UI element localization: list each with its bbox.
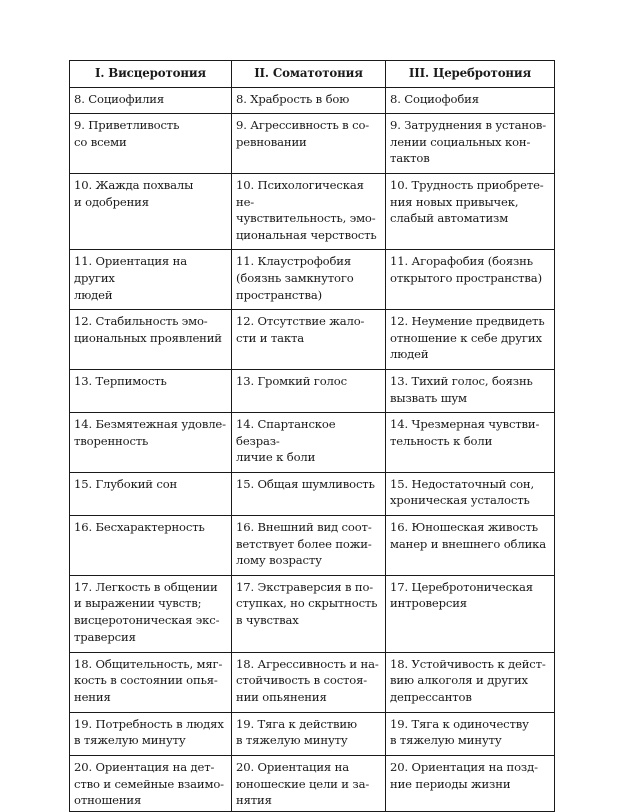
table-row (70, 652, 555, 712)
table-row (70, 114, 555, 174)
cerebrotonia-cell: 12. Неумение предвидеть отношение к себе других людей (386, 310, 555, 370)
somatotonia-cell: 20. Ориентация на юношеские цели и за- нятия (232, 756, 386, 812)
table-body (70, 87, 555, 811)
cerebrotonia-cell: 17. Церебротоническая интроверсия (386, 575, 555, 652)
table-row (70, 310, 555, 370)
table-row (70, 472, 555, 515)
somatotonia-cell: 11. Клаустрофобия (боязнь замкнутого пространства) (232, 250, 386, 310)
somatotonia-cell: 15. Общая шумливость (232, 472, 386, 515)
somatotonia-cell: 9. Агрессивность в со- ревновании (232, 114, 386, 174)
viscerotonia-cell: 16. Бесхарактерность (70, 516, 232, 576)
header-viscerotonia: I. Висцеротония (70, 61, 232, 88)
header-somatotonia: II. Соматотония (232, 61, 386, 88)
viscerotonia-cell: 19. Потребность в людях в тяжелую минуту (70, 712, 232, 755)
cerebrotonia-cell: 10. Трудность приобрете- ния новых привычек, слабый автоматизм (386, 173, 555, 249)
cerebrotonia-cell: 18. Устойчивость к дейст- вию алкоголя и других депрессантов (386, 652, 555, 712)
somatotonia-cell: 14. Спартанское безраз- личие к боли (232, 413, 386, 473)
cerebrotonia-cell: 13. Тихий голос, боязнь вызвать шум (386, 369, 555, 412)
table-row (70, 250, 555, 310)
viscerotonia-cell: 12. Стабильность эмо- циональных проявлений (70, 310, 232, 370)
viscerotonia-cell: 11. Ориентация на других людей (70, 250, 232, 310)
somatotonia-cell: 12. Отсутствие жало- сти и такта (232, 310, 386, 370)
table-row (70, 87, 555, 114)
header-cerebrotonia: III. Церебротония (386, 61, 555, 88)
table-row (70, 712, 555, 755)
cerebrotonia-cell: 14. Чрезмерная чувстви- тельность к боли (386, 413, 555, 473)
table-row (70, 369, 555, 412)
table-row (70, 756, 555, 812)
table-row (70, 575, 555, 652)
viscerotonia-cell: 15. Глубокий сон (70, 472, 232, 515)
cerebrotonia-cell: 11. Агорафобия (боязнь открытого пространства) (386, 250, 555, 310)
somatotonia-cell: 19. Тяга к действию в тяжелую минуту (232, 712, 386, 755)
table-row (70, 413, 555, 473)
cerebrotonia-cell: 9. Затруднения в установ- лении социальных кон- тактов (386, 114, 555, 174)
somatotonia-cell: 17. Экстраверсия в по- ступках, но скрытность в чувствах (232, 575, 386, 652)
viscerotonia-cell: 17. Легкость в общении и выражении чувств; висцеротоническая экс- траверсия (70, 575, 232, 652)
somatotonia-cell: 16. Внешний вид соот- ветствует более пожи- лому возрасту (232, 516, 386, 576)
cerebrotonia-cell: 20. Ориентация на позд- ние периоды жизни (386, 756, 555, 812)
cerebrotonia-cell: 8. Социофобия (386, 87, 555, 114)
header-row (70, 61, 555, 88)
viscerotonia-cell: 8. Социофилия (70, 87, 232, 114)
viscerotonia-cell: 20. Ориентация на дет- ство и семейные взаимо- отношения (70, 756, 232, 812)
cerebrotonia-cell: 16. Юношеская живость манер и внешнего облика (386, 516, 555, 576)
cerebrotonia-cell: 19. Тяга к одиночеству в тяжелую минуту (386, 712, 555, 755)
somatotonia-cell: 18. Агрессивность и на- стойчивость в состоя- нии опьянения (232, 652, 386, 712)
viscerotonia-cell: 10. Жажда похвалы и одобрения (70, 173, 232, 249)
viscerotonia-cell: 13. Терпимость (70, 369, 232, 412)
table-header (70, 61, 555, 88)
viscerotonia-cell: 9. Приветливость со всеми (70, 114, 232, 174)
table-row (70, 173, 555, 249)
temperament-table (69, 60, 555, 812)
viscerotonia-cell: 18. Общительность, мяг- кость в состоянии опья- нения (70, 652, 232, 712)
viscerotonia-cell: 14. Безмятежная удовле- творенность (70, 413, 232, 473)
somatotonia-cell: 8. Храбрость в бою (232, 87, 386, 114)
somatotonia-cell: 10. Психологическая не- чувствительность, эмо- циональная черствость (232, 173, 386, 249)
table-row (70, 516, 555, 576)
somatotonia-cell: 13. Громкий голос (232, 369, 386, 412)
cerebrotonia-cell: 15. Недостаточный сон, хроническая усталость (386, 472, 555, 515)
